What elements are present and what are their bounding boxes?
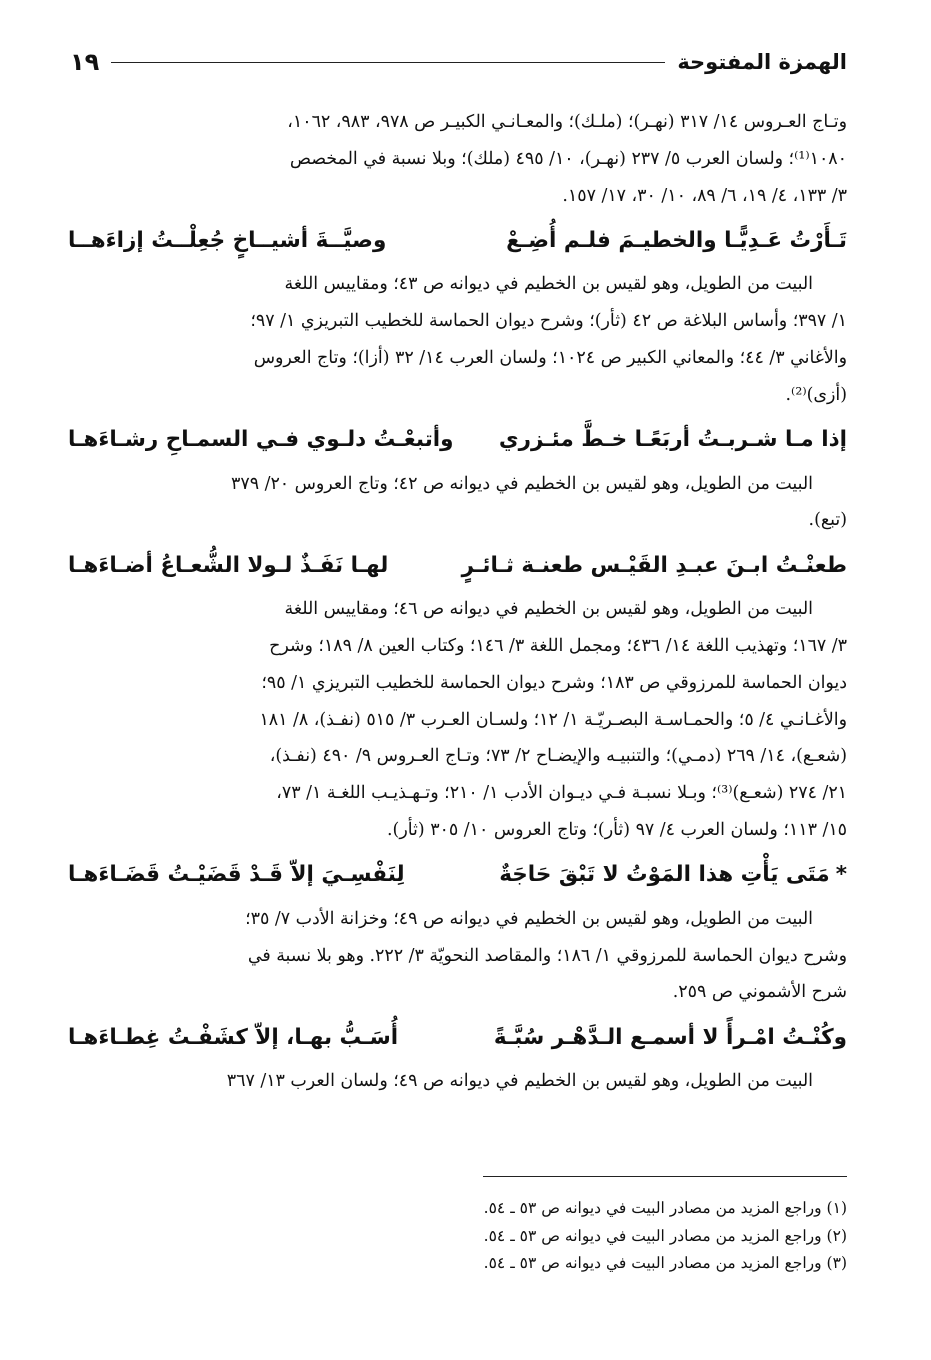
commentary-line: ٣/ ١٦٧؛ وتهذيب اللغة ١٤/ ٤٣٦؛ ومجمل اللغة ٣/ ١٤٦؛ وكتاب العين ٨/ ١٨٩؛ وشرح bbox=[269, 635, 847, 656]
verse-first-hemistich-text: إذا مـا شـربـتُ أربَعًـا خـطَّ مئـزري bbox=[498, 427, 847, 453]
page-number: ١٩ bbox=[70, 48, 100, 76]
verse-line bbox=[68, 849, 847, 901]
footnotes bbox=[68, 1195, 847, 1278]
main-text bbox=[68, 104, 847, 1100]
verse-line bbox=[68, 214, 847, 266]
commentary-line: ١/ ٣٩٧؛ وأساس البلاغة ص ٤٢ (ثأر)؛ وشرح ديوان الحماسة للخطيب التبريزي ١/ ٩٧؛ bbox=[250, 311, 847, 332]
commentary-line: ٣/ ١٣٣، ٤/ ١٩، ٦/ ٨٩، ١٠/ ٣٠، ١٧/ ١٥٧. bbox=[562, 185, 847, 206]
commentary-line: شرح الأشموني ص ٢٥٩. bbox=[672, 982, 847, 1003]
verse-first-hemistich-text: مَتَى يَأْتِ هذا المَوْتُ لا تَبْقَ حَاجَةٌ bbox=[499, 862, 830, 888]
commentary-line: ٢١/ ٢٧٤ (شعـع)⁽³⁾؛ وبـلا نسبـة فـي ديـوان الأدب ١/ ٢١٠؛ وتـهـذيـب اللغـة ١/ ٧٣، bbox=[276, 783, 847, 804]
commentary-line: البيت من الطويل، وهو لقيس بن الخطيم في ديوانه ص ٤٢؛ وتاج العروس ٢٠/ ٣٧٩ bbox=[231, 473, 813, 494]
footnote: (١) وراجع المزيد من مصادر البيت في ديوانه ص ٥٣ ـ ٥٤. bbox=[483, 1199, 847, 1217]
verse-line bbox=[68, 539, 847, 591]
commentary-line: (تبع). bbox=[808, 510, 847, 531]
verse-first-hemistich-text: تَـأَرْتُ عَـدِيًّـا والخطيـمَ فلـم أُضِـعْ bbox=[506, 227, 847, 253]
verse-star-marker: * bbox=[835, 862, 847, 888]
verse-second-hemistich: وصيَّــةَ أشيــاخٍ جُعِلْــتُ إزاءَهــا bbox=[68, 227, 387, 253]
running-header bbox=[70, 44, 847, 80]
commentary-line: (شعـع)، ١٤/ ٢٦٩ (دمـي)؛ والتنبيـه والإيضـاح ٢/ ٧٣؛ وتـاج العـروس ٩/ ٤٩٠ (نفـذ)، bbox=[269, 746, 847, 767]
footnote-separator bbox=[483, 1176, 847, 1177]
commentary-line: والأغـانـي ٤/ ٥؛ والحمـاسـة البصـريّـة ١/ ١٢؛ ولسـان العـرب ٣/ ٥١٥ (نفـذ)، ٨/ ١٨١ bbox=[259, 709, 847, 730]
verse-first-hemistich-text: وكُنْـتُ امْـرأً لا أسمـع الـدَّهْـر سُبَّـةً bbox=[493, 1024, 847, 1050]
commentary-line: والأغاني ٣/ ٤٤؛ والمعاني الكبير ص ١٠٢٤؛ ولسان العرب ١٤/ ٣٢ (أزا)؛ وتاج العروس bbox=[253, 347, 847, 368]
commentary-line: البيت من الطويل، وهو لقيس بن الخطيم في ديوانه ص ٤٦؛ ومقاييس اللغة bbox=[284, 599, 813, 620]
commentary-line: البيت من الطويل، وهو لقيس بن الخطيم في ديوانه ص ٤٣؛ ومقاييس اللغة bbox=[284, 274, 813, 295]
verse-first-hemistich bbox=[499, 427, 847, 452]
commentary-line: البيت من الطويل، وهو لقيس بن الخطيم في ديوانه ص ٤٩؛ ولسان العرب ١٣/ ٣٦٧ bbox=[226, 1071, 813, 1092]
footnote: (٣) وراجع المزيد من مصادر البيت في ديوانه ص ٥٣ ـ ٥٤. bbox=[483, 1254, 847, 1272]
commentary-line: البيت من الطويل، وهو لقيس بن الخطيم في ديوانه ص ٤٩؛ وخزانة الأدب ٧/ ٣٥؛ bbox=[245, 908, 813, 929]
header-rule bbox=[111, 62, 665, 63]
verse-line bbox=[68, 414, 847, 466]
commentary-line: ١٥/ ١١٣؛ ولسان العرب ٤/ ٩٧ (ثأر)؛ وتاج العروس ١٠/ ٣٠٥ (ثأر). bbox=[387, 819, 847, 840]
chapter-title: الهمزة المفتوحة bbox=[677, 50, 847, 74]
verse-first-hemistich bbox=[494, 1025, 847, 1050]
verse-first-hemistich bbox=[506, 228, 847, 253]
verse-second-hemistich: لِنَفْسِـيَ إلاّ قَـدْ قَضَيْـتُ قَضَـاءَهـا bbox=[68, 862, 405, 888]
verse-second-hemistich: وأتبعْـتُ دلـوي فـي السمـاحِ رشـاءَهـا bbox=[68, 427, 454, 453]
commentary-line: (أزى)⁽²⁾. bbox=[785, 384, 847, 405]
footnote: (٢) وراجع المزيد من مصادر البيت في ديوانه ص ٥٣ ـ ٥٤. bbox=[483, 1226, 847, 1245]
commentary-line: ١٠٨٠⁽¹⁾؛ ولسان العرب ٥/ ٢٣٧ (نهـر)، ١٠/ ٤٩٥ (ملك)؛ وبلا نسبة في المخصص bbox=[289, 148, 847, 169]
verse-second-hemistich: أُسَـبُّ بهـا، إلاّ كشَفْـتُ غِطـاءَهـا bbox=[68, 1024, 399, 1050]
commentary-line: ديوان الحماسة للمرزوقي ص ١٨٣؛ وشرح ديوان الحماسة للخطيب التبريزي ١/ ٩٥؛ bbox=[261, 672, 847, 693]
commentary-line: وتـاج العـروس ١٤/ ٣١٧ (نهـر)؛ (ملـك)؛ والمعـانـي الكبيـر ص ٩٧٨، ٩٨٣، ١٠٦٢، bbox=[287, 112, 847, 132]
commentary-line: وشرح ديوان الحماسة للمرزوقي ١/ ١٨٦؛ والمقاصد النحويّة ٣/ ٢٢٢. وهو بلا نسبة في bbox=[247, 945, 847, 966]
verse-first-hemistich bbox=[462, 553, 847, 578]
verse-second-hemistich: لهـا نَفَـذٌ لـولا الشُّعـاعُ أضـاءَهـا bbox=[68, 552, 389, 578]
verse-first-hemistich bbox=[499, 862, 847, 887]
verse-first-hemistich-text: طعنْـتُ ابـنَ عبـدِ القَيْـس طعنـة ثـائـرٍ bbox=[461, 552, 847, 578]
verse-line bbox=[68, 1011, 847, 1063]
